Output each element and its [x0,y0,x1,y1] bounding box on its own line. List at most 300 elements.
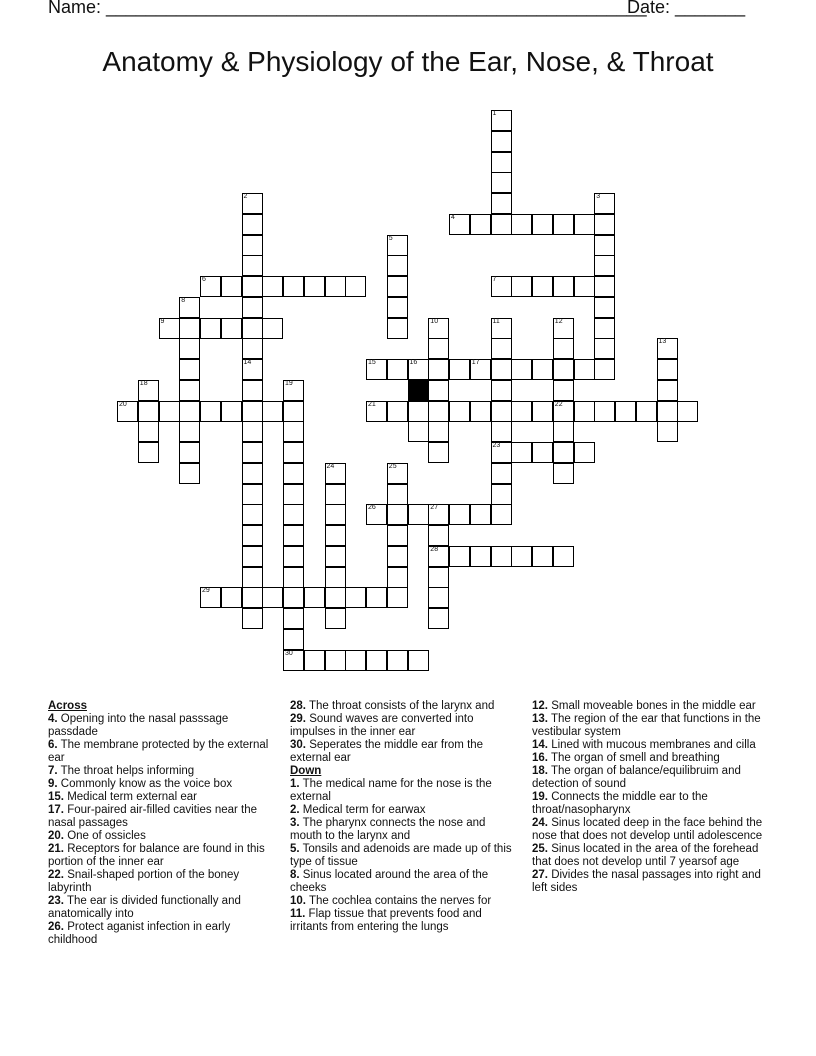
grid-cell[interactable] [408,421,429,442]
clue-item [48,791,270,804]
clue-text: Snail-shaped portion of the boney labyrinth [48,869,240,894]
grid-cell[interactable] [553,318,574,339]
grid-cell[interactable] [179,318,200,339]
clue-text: Protect aganist infection in early childhood [48,921,231,946]
grid-cell[interactable] [449,359,470,380]
grid-cell[interactable] [325,484,346,505]
grid-cell[interactable] [428,504,449,525]
grid-cell[interactable] [242,587,263,608]
grid-cell[interactable] [387,255,408,276]
grid-cell[interactable] [594,318,615,339]
clue-item [48,895,270,921]
clue-number: 18. [532,765,548,777]
clue-item [290,804,518,817]
grid-cell[interactable] [428,421,449,442]
grid-cell[interactable] [283,401,304,422]
grid-cell[interactable] [242,214,263,235]
clue-number-label: 13 [658,338,667,346]
grid-cell[interactable] [283,463,304,484]
grid-cell[interactable] [387,504,408,525]
clue-text: Four-paired air-filled cavities near the nasal passages [48,804,258,829]
clue-number-label: 18 [139,379,148,387]
grid-cell[interactable] [138,401,159,422]
grid-cell[interactable] [449,401,470,422]
clue-number: 27. [532,869,548,881]
clue-item [48,713,270,739]
clue-number-label: 4 [451,213,455,221]
grid-cell[interactable] [283,546,304,567]
grid-cell[interactable] [574,276,595,297]
grid-cell[interactable] [262,318,283,339]
clue-item [532,765,764,791]
clue-number-label: 14 [243,359,252,366]
grid-cell[interactable] [242,338,263,359]
grid-cell[interactable] [428,318,449,339]
grid-cell[interactable] [221,401,242,422]
grid-cell[interactable] [159,318,180,339]
grid-cell[interactable] [242,380,263,401]
grid-cell[interactable] [387,401,408,422]
grid-cell[interactable] [553,401,574,422]
grid-cell[interactable] [325,650,346,671]
clue-text: Medical term for earwax [299,804,426,816]
grid-cell[interactable] [138,421,159,442]
grid-cell[interactable] [242,297,263,318]
clue-number: 5. [290,843,300,855]
clue-text: Sinus located around the area of the cheeks [290,869,489,894]
clue-text: One of ossicles [64,830,146,842]
grid-cell[interactable] [117,401,138,422]
clue-text: Tonsils and adenoids are made up of this type of tissue [290,843,512,868]
clue-number-label: 2 [243,193,248,200]
grid-cell[interactable] [491,276,512,297]
grid-cell[interactable] [366,401,387,422]
grid-cell[interactable] [325,276,346,297]
clue-number: 10. [290,895,306,907]
grid-cell[interactable] [491,359,512,380]
grid-cell[interactable] [366,650,387,671]
grid-cell[interactable] [366,359,387,380]
grid-cell[interactable] [242,193,263,214]
grid-cell[interactable] [470,546,491,567]
grid-cell[interactable] [491,214,512,235]
clue-number: 9. [48,778,58,790]
grid-cell[interactable] [491,463,512,484]
clue-number-label: 17 [471,359,480,366]
grid-cell[interactable] [179,380,200,401]
grid-cell[interactable] [408,504,429,525]
clue-text: Flap tissue that prevents food and irritants from entering the lungs [290,908,482,933]
grid-cell[interactable] [428,359,449,380]
clue-number-label: 30 [285,649,293,657]
grid-cell[interactable] [553,338,574,359]
grid-cell[interactable] [553,546,574,567]
grid-cell[interactable] [594,338,615,359]
grid-cell[interactable] [325,546,346,567]
clue-number-label: 25 [388,462,397,470]
grid-cell[interactable] [283,525,304,546]
grid-cell[interactable] [138,380,159,401]
clue-number-label: 24 [326,462,335,470]
grid-cell[interactable] [553,421,574,442]
clue-number: 22. [48,869,64,881]
grid-cell[interactable] [511,401,532,422]
grid-cell[interactable] [553,380,574,401]
grid-cell[interactable] [491,318,512,339]
clue-number-label: 11 [492,317,500,325]
grid-cell[interactable] [200,401,221,422]
grid-cell[interactable] [325,525,346,546]
grid-cell[interactable] [470,359,491,380]
grid-cell[interactable] [179,401,200,422]
grid-cell[interactable] [470,214,491,235]
clue-text: Sinus located deep in the face behind the nose that does not develop until adolescence [532,817,763,842]
grid-cell[interactable] [283,567,304,588]
grid-cell[interactable] [283,629,304,650]
grid-cell[interactable] [387,587,408,608]
grid-cell[interactable] [242,525,263,546]
clue-number-label: 16 [409,359,418,366]
grid-cell[interactable] [532,442,553,463]
grid-cell[interactable] [449,214,470,235]
grid-cell[interactable] [387,463,408,484]
grid-cell[interactable] [242,401,263,422]
grid-cell[interactable] [594,235,615,256]
grid-cell[interactable] [491,401,512,422]
grid-cell[interactable] [491,338,512,359]
grid-cell[interactable] [428,380,449,401]
grid-cell[interactable] [594,214,615,235]
grid-cell[interactable] [491,152,512,173]
grid-cell[interactable] [428,587,449,608]
clue-number: 16. [532,752,548,764]
page-title: Anatomy & Physiology of the Ear, Nose, & Throat [102,46,714,77]
clue-number-label: 12 [554,317,563,325]
grid-cell[interactable] [615,401,636,422]
clue-text: Receptors for balance are found in this portion of the inner ear [48,843,265,868]
grid-cell[interactable] [262,587,283,608]
grid-cell[interactable] [574,401,595,422]
clue-item [290,700,518,713]
grid-cell[interactable] [179,442,200,463]
grid-cell[interactable] [657,401,678,422]
grid-cell[interactable] [491,193,512,214]
clue-text: The organ of balance/equilibruim and detection of sound [532,765,741,790]
clue-number-label: 21 [368,400,376,408]
grid-cell[interactable] [221,587,242,608]
clue-number: 7. [48,765,58,777]
grid-cell[interactable] [387,276,408,297]
clue-number: 15. [48,791,64,803]
clue-number: 2. [290,804,300,816]
clues-column-1 [48,700,270,947]
grid-cell[interactable] [511,359,532,380]
grid-cell[interactable] [449,504,470,525]
grid-cell[interactable] [470,504,491,525]
grid-cell[interactable] [553,463,574,484]
grid-cell[interactable] [387,318,408,339]
clue-item [532,713,764,739]
clue-item [532,752,764,765]
grid-cell[interactable] [553,276,574,297]
clue-item [290,869,518,895]
grid-cell[interactable] [242,421,263,442]
clue-item [532,869,764,895]
clue-number: 12. [532,700,548,712]
grid-cell[interactable] [428,338,449,359]
grid-cell[interactable] [657,380,678,401]
grid-cell[interactable] [408,359,429,380]
clue-number-label: 6 [202,276,206,283]
grid-cell[interactable] [283,608,304,629]
grid-cell[interactable] [491,442,512,463]
grid-cell-blocked [408,380,429,401]
grid-cell[interactable] [408,401,429,422]
grid-cell[interactable] [387,484,408,505]
grid-cell[interactable] [532,546,553,567]
grid-cell[interactable] [345,587,366,608]
grid-cell[interactable] [511,214,532,235]
clue-item [290,908,518,934]
clue-number: 25. [532,843,548,855]
clue-text: The medical name for the nose is the external [290,778,492,803]
date-field-label: Date: _______ [627,0,746,17]
grid-cell[interactable] [221,276,242,297]
grid-cell[interactable] [345,650,366,671]
clue-item [48,830,270,843]
grid-cell[interactable] [283,276,304,297]
grid-cell[interactable] [491,380,512,401]
grid-cell[interactable] [283,484,304,505]
grid-cell[interactable] [179,463,200,484]
grid-cell[interactable] [553,214,574,235]
grid-cell[interactable] [511,442,532,463]
grid-cell[interactable] [387,546,408,567]
grid-cell[interactable] [242,484,263,505]
grid-cell[interactable] [594,297,615,318]
clue-number: 24. [532,817,548,829]
clue-item [290,778,518,804]
grid-cell[interactable] [366,504,387,525]
clue-number-label: 22 [554,400,563,408]
grid-cell[interactable] [304,587,325,608]
grid-cell[interactable] [200,318,221,339]
grid-cell[interactable] [387,359,408,380]
grid-cell[interactable] [283,421,304,442]
clue-number-label: 9 [160,317,165,325]
grid-cell[interactable] [594,276,615,297]
clue-number: 3. [290,817,300,829]
grid-cell[interactable] [428,442,449,463]
clue-number-label: 20 [119,400,127,408]
grid-cell[interactable] [262,401,283,422]
clue-text: The throat consists of the larynx and [306,700,495,712]
grid-cell[interactable] [532,276,553,297]
clue-number-label: 23 [492,442,501,449]
grid-cell[interactable] [594,193,615,214]
across-heading: Across [48,700,87,712]
clue-item [290,739,518,765]
grid-cell[interactable] [242,359,263,380]
grid-cell[interactable] [179,359,200,380]
grid-cell[interactable] [449,546,470,567]
grid-cell[interactable] [553,359,574,380]
clue-number: 1. [290,778,300,790]
grid-cell[interactable] [138,442,159,463]
grid-cell[interactable] [574,214,595,235]
clue-number-label: 28 [430,545,439,553]
grid-cell[interactable] [657,338,678,359]
clue-number: 19. [532,791,548,803]
grid-cell[interactable] [532,214,553,235]
grid-cell[interactable] [677,401,698,422]
grid-cell[interactable] [532,359,553,380]
grid-cell[interactable] [283,650,304,671]
grid-cell[interactable] [242,442,263,463]
clue-number-label: 8 [181,296,186,304]
clue-item [532,791,764,817]
grid-cell[interactable] [636,401,657,422]
clue-text: Connects the middle ear to the throat/nasopharynx [532,791,708,816]
grid-cell[interactable] [428,546,449,567]
grid-cell[interactable] [242,608,263,629]
grid-cell[interactable] [179,297,200,318]
grid-cell[interactable] [491,131,512,152]
grid-cell[interactable] [491,546,512,567]
grid-cell[interactable] [242,546,263,567]
clue-text: Sinus located in the area of the forehead that does not develop until 7 yearsof age [532,843,759,868]
grid-cell[interactable] [491,172,512,193]
grid-cell[interactable] [366,587,387,608]
grid-cell[interactable] [242,276,263,297]
grid-cell[interactable] [242,463,263,484]
clue-number: 23. [48,895,64,907]
clue-item [48,843,270,869]
grid-cell[interactable] [325,587,346,608]
clue-item [48,739,270,765]
grid-cell[interactable] [511,276,532,297]
grid-cell[interactable] [304,650,325,671]
grid-cell[interactable] [553,442,574,463]
clue-number-label: 5 [388,234,393,242]
clue-number-label: 27 [430,504,439,512]
grid-cell[interactable] [325,567,346,588]
grid-cell[interactable] [408,650,429,671]
clue-item [532,843,764,869]
grid-cell[interactable] [221,318,242,339]
clue-text: The ear is divided functionally and anatomically into [48,895,241,920]
grid-cell[interactable] [283,380,304,401]
clue-number: 14. [532,739,548,751]
clue-item [290,713,518,739]
grid-cell[interactable] [387,567,408,588]
grid-cell[interactable] [491,110,512,131]
grid-cell[interactable] [325,504,346,525]
grid-cell[interactable] [387,525,408,546]
grid-cell[interactable] [200,276,221,297]
grid-cell[interactable] [262,276,283,297]
clue-item [48,778,270,791]
grid-cell[interactable] [200,587,221,608]
clue-number: 13. [532,713,548,725]
grid-cell[interactable] [428,525,449,546]
clue-text: Seperates the middle ear from the external ear [290,739,484,764]
clue-number: 28. [290,700,306,712]
clue-text: The cochlea contains the nerves for [306,895,492,907]
grid-cell[interactable] [325,463,346,484]
grid-cell[interactable] [242,567,263,588]
grid-cell[interactable] [491,484,512,505]
grid-cell[interactable] [179,421,200,442]
grid-cell[interactable] [242,235,263,256]
clues-column-3 [532,700,764,895]
clue-number-label: 26 [368,504,376,512]
clue-text: The pharynx connects the nose and mouth to the larynx and [290,817,486,842]
grid-cell[interactable] [574,442,595,463]
clue-number: 26. [48,921,64,933]
grid-cell[interactable] [387,297,408,318]
clue-number: 30. [290,739,306,751]
clue-item [48,921,270,947]
clue-item [290,843,518,869]
grid-cell[interactable] [159,401,180,422]
grid-cell[interactable] [532,401,553,422]
clue-item [290,895,518,908]
grid-cell[interactable] [387,235,408,256]
grid-cell[interactable] [657,359,678,380]
clue-item [532,817,764,843]
grid-cell[interactable] [428,608,449,629]
down-heading: Down [290,765,322,777]
grid-cell[interactable] [491,421,512,442]
grid-cell[interactable] [491,504,512,525]
grid-cell[interactable] [283,504,304,525]
clue-text: Medical term external ear [64,791,197,803]
clue-text: Opening into the nasal passsage passdade [48,713,229,738]
clue-text: Sound waves are converted into impulses in the inner ear [290,713,474,738]
grid-cell[interactable] [470,401,491,422]
clue-number-label: 7 [492,276,497,283]
clue-number: 21. [48,843,64,855]
clue-text: The membrane protected by the external ear [48,739,269,764]
grid-cell[interactable] [179,338,200,359]
clue-item [48,765,270,778]
clue-number: 6. [48,739,58,751]
grid-cell[interactable] [387,650,408,671]
grid-cell[interactable] [428,567,449,588]
grid-cell[interactable] [242,255,263,276]
grid-cell[interactable] [242,318,263,339]
grid-cell[interactable] [428,401,449,422]
grid-cell[interactable] [594,401,615,422]
grid-cell[interactable] [325,608,346,629]
grid-cell[interactable] [574,359,595,380]
grid-cell[interactable] [657,421,678,442]
grid-cell[interactable] [594,359,615,380]
grid-cell[interactable] [304,276,325,297]
clue-item [532,739,764,752]
grid-cell[interactable] [345,276,366,297]
grid-cell[interactable] [511,546,532,567]
clue-number-label: 15 [368,359,376,366]
clue-item [48,869,270,895]
clue-number: 29. [290,713,306,725]
grid-cell[interactable] [594,255,615,276]
grid-cell[interactable] [242,504,263,525]
grid-cell[interactable] [283,587,304,608]
clue-text: Lined with mucous membranes and cilla [548,739,756,751]
grid-cell[interactable] [283,442,304,463]
